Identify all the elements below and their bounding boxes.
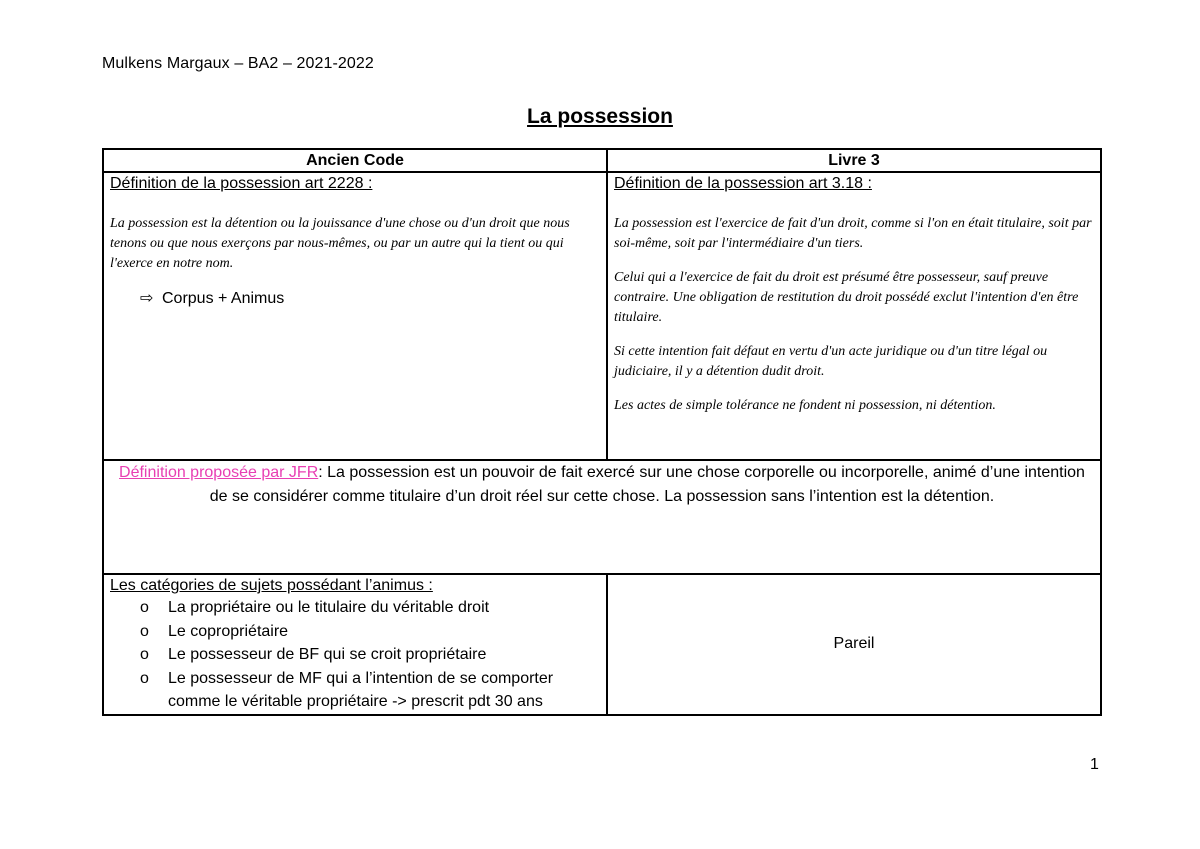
jfr-definition-text: La possession est un pouvoir de fait exercé sur une chose corporelle ou incorporelle, animé d’une intention de se considérer comme titulaire d’un droit réel sur cette chose. La possession sans l’intention est la détention. bbox=[209, 464, 1085, 505]
corpus-animus-line bbox=[110, 288, 600, 308]
bullet-icon: o bbox=[140, 599, 149, 616]
livre-3-definition-cell bbox=[607, 172, 1101, 460]
page-title: La possession bbox=[527, 105, 673, 128]
categories-list bbox=[110, 596, 600, 714]
ancien-code-definition-cell bbox=[103, 172, 607, 460]
document-header: Mulkens Margaux – BA2 – 2021-2022 bbox=[102, 55, 374, 72]
categories-cell bbox=[103, 574, 607, 715]
livre-3-heading: Définition de la possession art 3.18 : bbox=[614, 175, 872, 192]
list-item bbox=[140, 596, 600, 620]
list-item bbox=[140, 667, 600, 714]
livre-3-paragraph: Les actes de simple tolérance ne fondent ni possession, ni détention. bbox=[614, 398, 996, 413]
page-number: 1 bbox=[1090, 756, 1099, 773]
list-item bbox=[140, 643, 600, 667]
livre-3-paragraph: La possession est l'exercice de fait d'un droit, comme si l'on en était titulaire, soit par soi-même, soit par l'intermédiaire d'un tiers. bbox=[614, 216, 1092, 251]
jfr-definition-label: Définition proposée par JFR bbox=[119, 464, 319, 481]
comparison-table bbox=[102, 148, 1102, 716]
jfr-colon: : bbox=[318, 464, 323, 481]
livre-3-paragraph: Si cette intention fait défaut en vertu d'un acte juridique ou d'un titre légal ou judiciaire, il y a détention dudit droit. bbox=[614, 344, 1048, 379]
list-item-text: Le possesseur de MF qui a l’intention de se comporter comme le véritable propriétaire -> prescrit pdt 30 ans bbox=[168, 669, 554, 710]
bullet-icon: o bbox=[140, 669, 149, 687]
jfr-definition-row bbox=[103, 460, 1101, 574]
list-item bbox=[140, 620, 600, 644]
column-header-ancien-code: Ancien Code bbox=[103, 149, 607, 172]
ancien-code-heading: Définition de la possession art 2228 : bbox=[110, 175, 373, 192]
bullet-icon: o bbox=[140, 646, 149, 663]
corpus-animus-text: Corpus + Animus bbox=[162, 290, 285, 307]
list-item-text: La propriétaire ou le titulaire du véritable droit bbox=[168, 599, 490, 616]
table-header-row bbox=[103, 149, 1101, 172]
list-item-text: Le copropriétaire bbox=[168, 622, 289, 640]
bullet-icon: o bbox=[140, 622, 149, 640]
categories-heading: Les catégories de sujets possédant l’animus : bbox=[110, 577, 433, 594]
list-item-text: Le possesseur de BF qui se croit propriétaire bbox=[168, 646, 487, 663]
pareil-cell bbox=[607, 574, 1101, 715]
right-arrow-icon: ⇨ bbox=[140, 290, 154, 307]
definition-row bbox=[103, 172, 1101, 460]
jfr-definition-cell bbox=[103, 460, 1101, 574]
livre-3-paragraph: Celui qui a l'exercice de fait du droit est présumé être possesseur, sauf preuve contraire. Une obligation de restitution du droit possédé exclut l'intention d'en être titulaire. bbox=[614, 270, 1079, 325]
column-header-livre-3: Livre 3 bbox=[607, 149, 1101, 172]
ancien-code-definition-text: La possession est la détention ou la jouissance d'une chose ou d'un droit que nous tenons ou que nous exerçons par nous-mêmes, ou par un autre qui la tient ou qui l'exerce en notre nom. bbox=[110, 216, 570, 271]
categories-row bbox=[103, 574, 1101, 715]
pareil-text: Pareil bbox=[833, 635, 875, 653]
